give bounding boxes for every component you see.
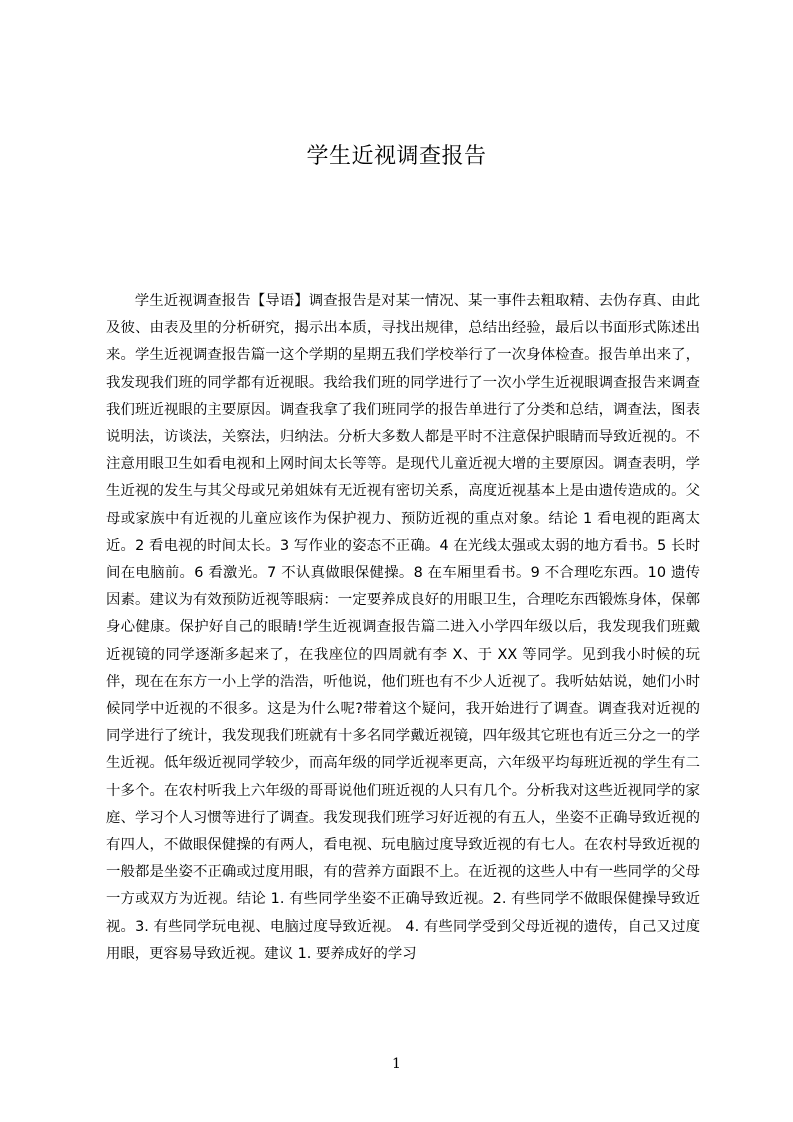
page-title: 学生近视调查报告 xyxy=(306,144,487,169)
page-number: 1 xyxy=(392,1056,401,1072)
body-paragraph: 学生近视调查报告【导语】调查报告是对某一情况、某一事件去粗取精、去伪存真、由此及彼、由表及里的分析研究，揭示出本质，寻找出规律，总结出经验，最后以书面形式陈述出来。学生近视调查报告篇一这个学期的星期五我们学校举行了一次身体检查。报告单出来了，我发现我们班的同学都有近视眼。我给我们班的同学进行了一次小学生近视眼调查报告来调查我们班近视眼的主要原因。调查我拿了我们班同学的报告单进行了分类和总结，调查法，图表说明法，访谈法，关察法，归纳法。分析大多数人都是平时不注意保护眼睛而导致近视的。不注意用眼卫生如看电视和上网时间太长等等。是现代儿童近视大增的主要原因。调查表明，学生近视的发生与其父母或兄弟姐妹有无近视有密切关系，高度近视基本上是由遗传造成的。父母或家族中有近视的儿童应该作为保护视力、预防近视的重点对象。结论 1 看电视的距离太近。2 看电视的时间太长。3 写作业的姿态不正确。4 在光线太强或太弱的地方看书。5 长时间在电脑前。6 看激光。7 不认真做眼保健操。8 在车厢里看书。9 不合理吃东西。10 遗传因素。建议为有效预防近视等眼病：一定要养成良好的用眼卫生，合理吃东西锻炼身体，保鄣身心健康。保护好自己的眼睛!学生近视调查报告篇二进入小学四年级以后，我发现我们班戴近视镜的同学逐渐多起来了，在我座位的四周就有李 X、于 XX 等同学。见到我小时候的玩伴，现在在东方一小上学的浩浩，听他说，他们班也有不少人近视了。我听姑姑说，她们小时候同学中近视的不很多。这是为什么呢?带着这个疑问，我开始进行了调查。调查我对近视的同学进行了统计，我发现我们班就有十多名同学戴近视镜，四年级其它班也有近三分之一的学生近视。低年级近视同学较少，而高年级的同学近视率更高，六年级平均每班近视的学生有二十多个。在农村听我上六年级的哥哥说他们班近视的人只有几个。分析我对这些近视同学的家庭、学习个人习惯等进行了调查。我发现我们班学习好近视的有五人，坐姿不正确导致近视的有四人，不做眼保健操的有两人，看电视、玩电脑过度导致近视的有七人。在农村导致近视的一般都是坐姿不正确或过度用眼，有的营养方面跟不上。在近视的这些人中有一些同学的父母一方或双方为近视。结论 1. 有些同学坐姿不正确导致近视。2. 有些同学不做眼保健操导致近视。3. 有些同学玩电视、电脑过度导致近视。 4. 有些同学受到父母近视的遗传，自己又过度用眼，更容易导致近视。建议 1. 要养成好的学习 xyxy=(106,293,700,962)
